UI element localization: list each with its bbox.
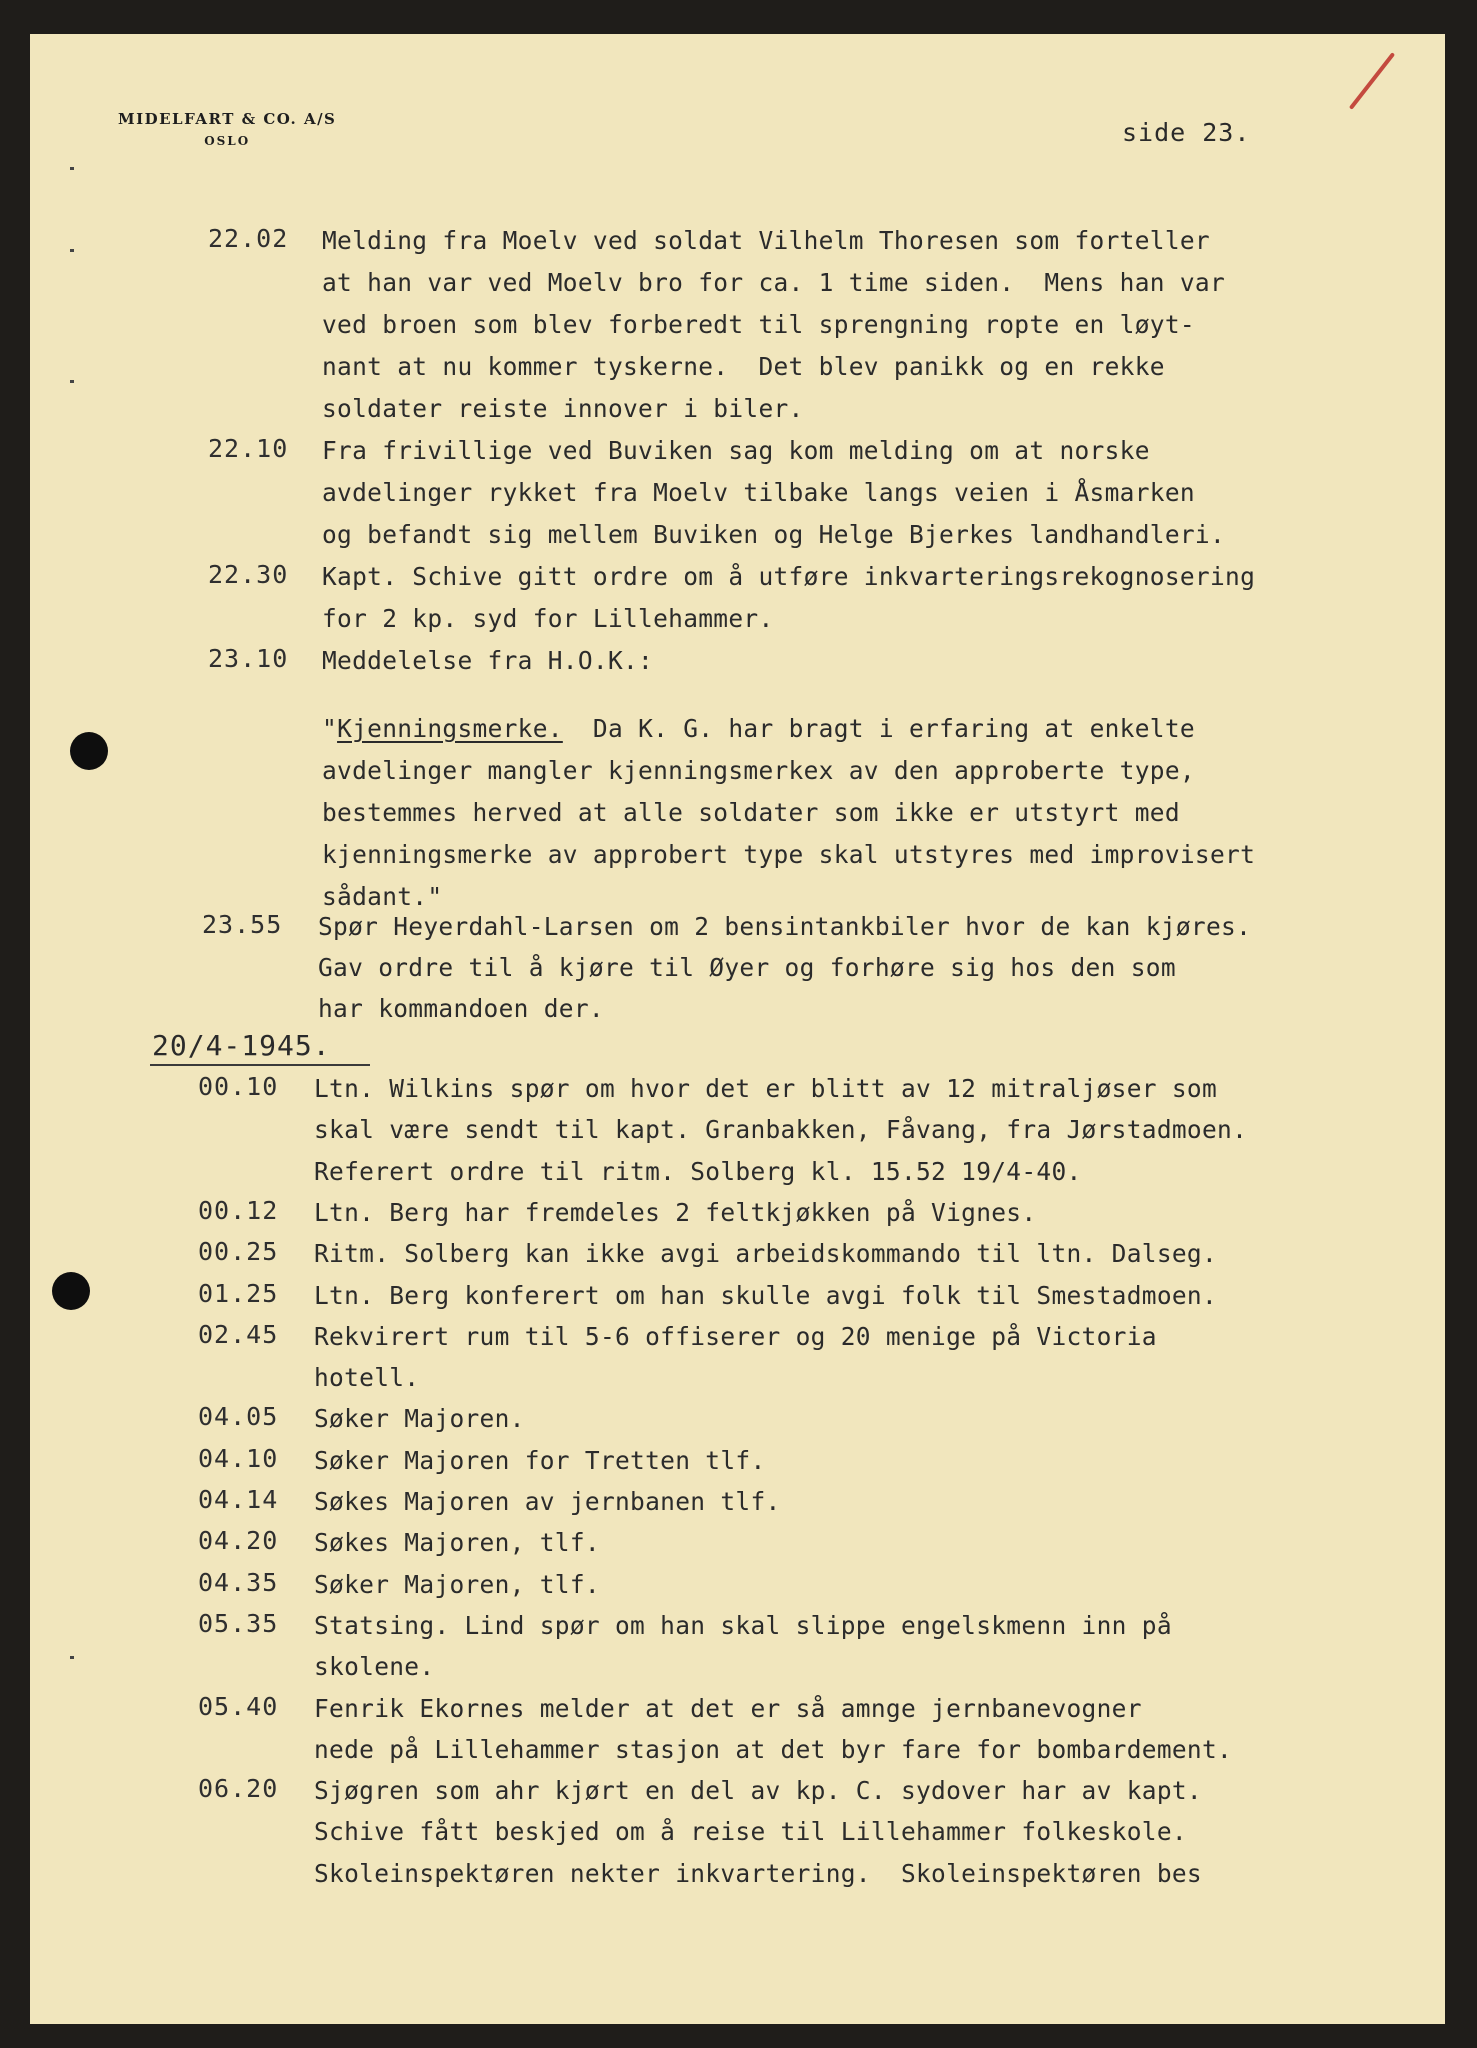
quote-first-line	[322, 714, 1195, 743]
entry-text-line: kjenningsmerke av approbert type skal utstyres med improvisert	[322, 840, 1256, 869]
entry-time: 04.05	[198, 1402, 279, 1432]
entry-text-line: Fra frivillige ved Buviken sag kom melding om at norske	[322, 436, 1150, 465]
letterhead-company: MIDELFART & CO. A/S	[118, 110, 337, 128]
entry-time: 01.25	[198, 1278, 279, 1308]
entry-text-line: Fenrik Ekornes melder at det er så amnge jernbanevogner	[314, 1693, 1142, 1723]
entry-text-line: Søkes Majoren av jernbanen tlf.	[314, 1487, 781, 1516]
entry-text-line: har kommandoen der.	[318, 994, 604, 1023]
entry-time: 00.12	[198, 1195, 279, 1225]
entry-text-line: Søker Majoren, tlf.	[314, 1569, 600, 1599]
entry-time: 06.20	[198, 1774, 279, 1804]
entry-text-line: Sjøgren som ahr kjørt en del av kp. C. sydover har av kapt.	[314, 1776, 1202, 1806]
entry-text-line: hotell.	[314, 1363, 420, 1393]
entry-text-line: ved broen som blev forberedt til sprengning ropte en løyt-	[322, 310, 1195, 339]
entry-text-line: nant at nu kommer tyskerne. Det blev panikk og en rekke	[322, 352, 1165, 381]
entry-text-line: bestemmes herved at alle soldater som ikke er utstyrt med	[322, 798, 1180, 827]
quote-first-line-rest: Da K. G. har bragt i erfaring at enkelte	[562, 714, 1195, 743]
entry-time: 00.25	[198, 1237, 279, 1267]
entry-text-line: avdelinger mangler kjenningsmerkex av den approberte type,	[322, 756, 1195, 785]
entry-text-line: Ltn. Berg konferert om han skulle avgi folk til Smestadmoen.	[314, 1280, 1218, 1310]
page-number: side 23.	[1122, 118, 1251, 147]
entry-text-line: skal være sendt til kapt. Granbakken, Fåvang, fra Jørstadmoen.	[314, 1115, 1248, 1145]
entry-time: 23.10	[208, 644, 289, 673]
entry-text-line: Søker Majoren.	[314, 1404, 525, 1434]
entry-text-line: Gav ordre til å kjøre til Øyer og forhøre sig hos den som	[318, 953, 1176, 982]
quote-heading: Kjenningsmerke.	[337, 714, 563, 743]
entry-text-line: Melding fra Moelv ved soldat Vilhelm Thoresen som forteller	[322, 226, 1210, 255]
entry-text-line: at han var ved Moelv bro for ca. 1 time siden. Mens han var	[322, 268, 1226, 297]
entry-text-line: for 2 kp. syd for Lillehammer.	[322, 604, 774, 633]
entry-time: 04.20	[198, 1526, 279, 1556]
letterhead-city: OSLO	[204, 134, 251, 148]
entry-time: 23.55	[202, 910, 283, 939]
entry-text-line: nede på Lillehammer stasjon at det byr fare for bombardement.	[314, 1734, 1233, 1764]
entry-text-line: skolene.	[314, 1652, 435, 1682]
entry-text-line: Statsing. Lind spør om han skal slippe engelskmenn inn på	[314, 1610, 1172, 1640]
quote-open-mark: "	[322, 714, 338, 743]
entry-time: 22.30	[208, 560, 289, 589]
entry-text-line: soldater reiste innover i biler.	[322, 394, 804, 423]
entry-time: 00.10	[198, 1072, 279, 1101]
entry-time: 22.02	[208, 224, 289, 253]
entry-text-line: Ltn. Berg har fremdeles 2 feltkjøkken på Vignes.	[314, 1197, 1037, 1227]
entry-text-line: Spør Heyerdahl-Larsen om 2 bensintankbiler hvor de kan kjøres.	[318, 912, 1252, 941]
entry-text-line: og befandt sig mellem Buviken og Helge Bjerkes landhandleri.	[322, 520, 1226, 549]
entry-text-line: Skoleinspektøren nekter inkvartering. Skoleinspektøren bes	[314, 1858, 1202, 1888]
entry-time: 05.40	[198, 1691, 279, 1721]
entry-text-line: Søkes Majoren, tlf.	[314, 1528, 600, 1558]
entry-text-line: Rekvirert rum til 5-6 offiserer og 20 menige på Victoria	[314, 1321, 1157, 1351]
entry-time: 04.35	[198, 1567, 279, 1597]
entry-text-line: Ritm. Solberg kan ikke avgi arbeidskommando til ltn. Dalseg.	[314, 1239, 1218, 1269]
entry-time: 22.10	[208, 434, 289, 463]
entry-text-line: Ltn. Wilkins spør om hvor det er blitt av 12 mitraljøser som	[314, 1074, 1218, 1103]
entry-time: 04.14	[198, 1485, 279, 1514]
entry-time: 02.45	[198, 1319, 279, 1349]
entry-text-line: Referert ordre til ritm. Solberg kl. 15.52 19/4-40.	[314, 1156, 1082, 1186]
entry-time: 04.10	[198, 1443, 279, 1473]
entry-text-line: avdelinger rykket fra Moelv tilbake langs veien i Åsmarken	[322, 478, 1195, 507]
entry-text-line: sådant."	[322, 882, 443, 911]
date-heading: 20/4-1945.	[152, 1029, 331, 1062]
entry-text-line: Meddelelse fra H.O.K.:	[322, 646, 654, 675]
date-underline	[150, 1064, 370, 1066]
entry-text-line: Schive fått beskjed om å reise til Lillehammer folkeskole.	[314, 1817, 1187, 1847]
document-page	[30, 34, 1445, 2024]
entry-text-line: Søker Majoren for Tretten tlf.	[314, 1445, 766, 1475]
entry-text-line: Kapt. Schive gitt ordre om å utføre inkvarteringsrekognosering	[322, 562, 1256, 591]
entry-time: 05.35	[198, 1608, 279, 1638]
